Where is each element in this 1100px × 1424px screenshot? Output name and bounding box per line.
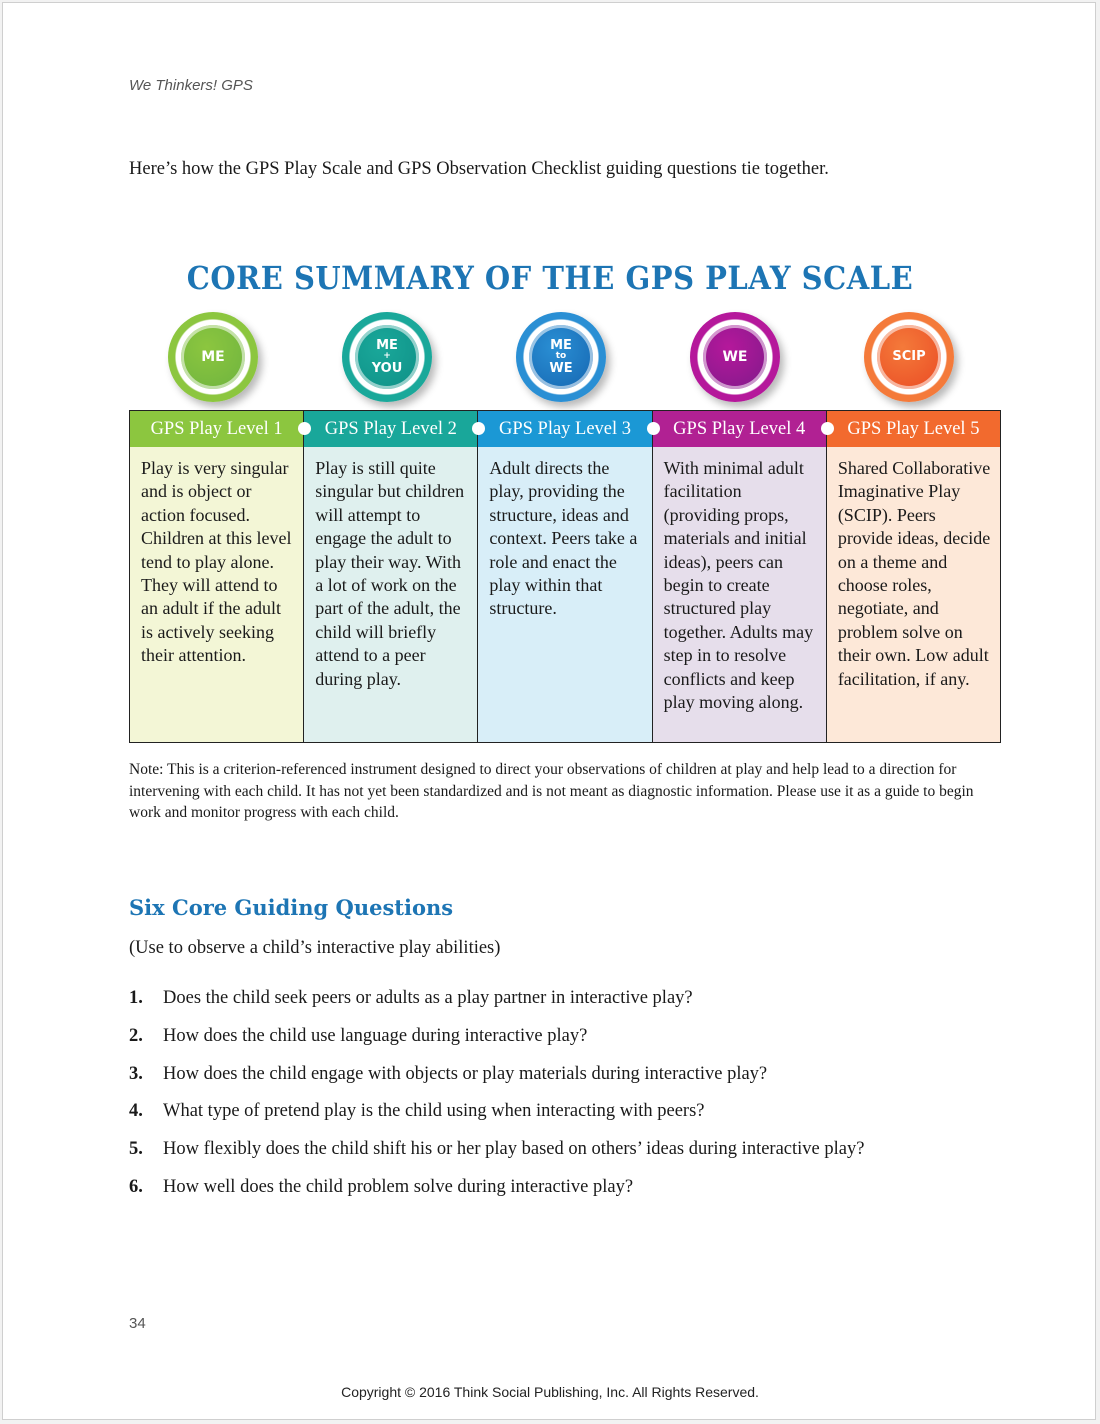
page-number: 34 xyxy=(129,1315,146,1332)
level-heading: GPS Play Level 3 xyxy=(478,411,651,447)
badge-label: to xyxy=(555,351,567,362)
question-text: Does the child seek peers or adults as a play partner in interactive play? xyxy=(163,988,693,1008)
badge-me-plus-you xyxy=(342,312,432,402)
question-text: What type of pretend play is the child using when interacting with peers? xyxy=(163,1101,705,1122)
level-column xyxy=(827,411,1000,742)
question-item xyxy=(129,1177,1029,1215)
badge-me-to-we xyxy=(516,312,606,402)
scale-title: CORE SUMMARY OF THE GPS PLAY SCALE xyxy=(186,259,914,297)
badge-label: ME xyxy=(376,337,398,353)
badge-label: ME xyxy=(201,348,225,365)
badge-me xyxy=(168,312,258,402)
question-number: 1. xyxy=(129,988,143,1008)
questions-title: Six Core Guiding Questions xyxy=(129,895,454,920)
connector-dot xyxy=(647,422,660,435)
badge-label: SCIP xyxy=(892,349,926,365)
level-description: With minimal adult facilitation (providing props, materials and initial ideas), peers can begin to create structured play together. Adults may step in to resolve conflicts and keep play moving along. xyxy=(663,458,814,713)
question-number: 3. xyxy=(129,1063,143,1084)
level-heading: GPS Play Level 2 xyxy=(304,411,477,447)
question-number: 4. xyxy=(129,1101,143,1122)
question-text: How well does the child problem solve during interactive play? xyxy=(163,1176,634,1197)
copyright-notice: Copyright © 2016 Think Social Publishing, Inc. All Rights Reserved. xyxy=(341,1384,759,1400)
level-description: Play is very singular and is object or action focused. Children at this level tend to play alone. They will attend to an adult if the adult is actively seeking their attention. xyxy=(141,458,292,666)
level-column xyxy=(130,411,304,742)
badge-label: + xyxy=(383,351,391,362)
badge-label: ME xyxy=(550,337,572,353)
question-text: How does the child use language during interactive play? xyxy=(163,1025,588,1046)
level-description: Adult directs the play, providing the structure, ideas and context. Peers take a role and enact the play within that structure. xyxy=(489,458,638,619)
question-item xyxy=(129,1101,1029,1139)
level-column xyxy=(304,411,478,742)
badge-label: YOU xyxy=(371,360,403,376)
level-column xyxy=(653,411,827,742)
question-item xyxy=(129,988,1029,1026)
question-item xyxy=(129,1139,1029,1177)
level-heading: GPS Play Level 5 xyxy=(827,411,1000,447)
running-head: We Thinkers! GPS xyxy=(129,77,253,94)
question-text: How does the child engage with objects or play materials during interactive play? xyxy=(163,1063,768,1084)
question-text: How flexibly does the child shift his or her play based on others’ ideas during interactive play? xyxy=(163,1139,865,1160)
badge-label: WE xyxy=(722,348,748,365)
connector-dot xyxy=(821,422,834,435)
level-badges xyxy=(129,312,999,412)
intro-paragraph: Here’s how the GPS Play Scale and GPS Observation Checklist guiding questions tie together. xyxy=(129,159,829,179)
document-page xyxy=(2,2,1096,1420)
scale-note: Note: This is a criterion-referenced instrument designed to direct your observations of children at play and help lead to a direction for intervening with each child. It has not yet been standardized and is not meant as diagnostic information. Please use it as a guide to begin work and monitor progress with each child. xyxy=(129,761,974,821)
badge-scip xyxy=(864,312,954,402)
question-number: 5. xyxy=(129,1139,143,1160)
level-heading: GPS Play Level 1 xyxy=(130,411,303,447)
badge-we xyxy=(690,312,780,402)
play-scale-table xyxy=(129,410,1001,743)
badge-label: WE xyxy=(549,360,573,376)
questions-list xyxy=(129,988,1029,1215)
question-number: 2. xyxy=(129,1025,143,1046)
level-heading: GPS Play Level 4 xyxy=(653,411,826,447)
question-item xyxy=(129,1026,1029,1064)
level-description: Play is still quite singular but children will attempt to engage the adult to play their way. With a lot of work on the part of the adult, the child will briefly attend to a peer during play. xyxy=(315,458,465,689)
questions-subtitle: (Use to observe a child’s interactive play abilities) xyxy=(129,938,501,958)
question-item xyxy=(129,1064,1029,1102)
level-description: Shared Collaborative Imaginative Play (SCIP). Peers provide ideas, decide on a theme and choose roles, negotiate, and problem solve on their own. Low adult facilitation, if any. xyxy=(837,458,991,689)
question-number: 6. xyxy=(129,1176,143,1197)
level-column xyxy=(478,411,652,742)
